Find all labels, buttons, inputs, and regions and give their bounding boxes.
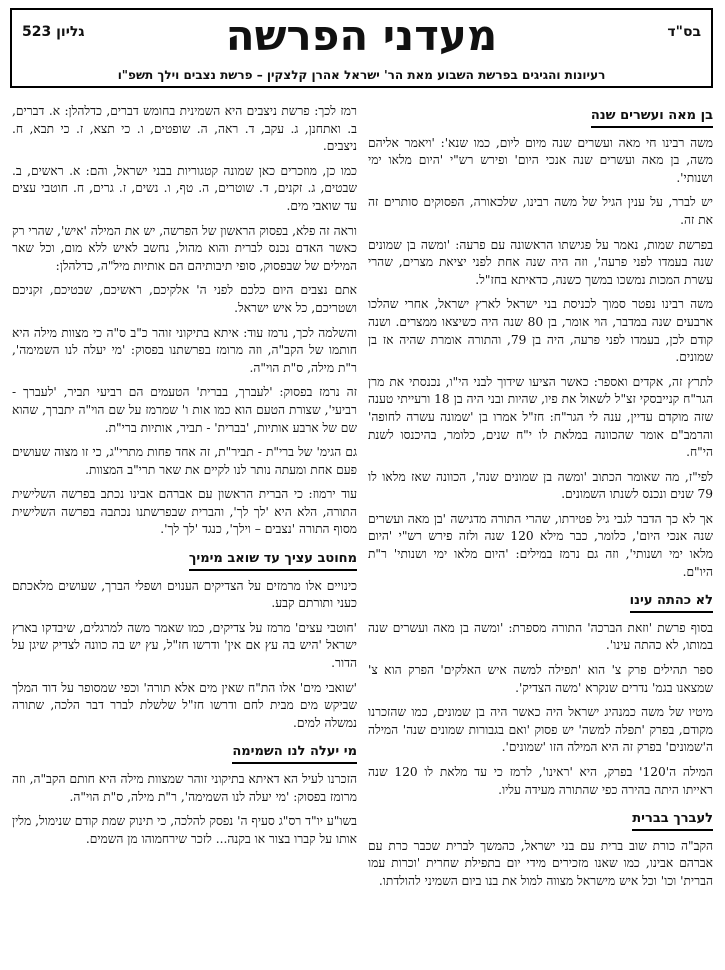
article-paragraph: כמו כן, מוזכרים כאן שמונה קטגוריות בבני ישראל, והם: א. ראשים, ב. שבטים, ג. זקנים, ד. שוטרים, ה. טף, ו. נשים, ז. גרים, ח. חוטבי עצים עד שואבי מים. [12,163,357,213]
article-paragraph: גם הגימ' של ברי"ת - תביר"ת, זה אחד פחות מתרי"ג, כי זו מצוה שעושים פעם אחת ומעתה נותר לנו לקיים את שאר תרי"ב המצוות. [12,445,357,477]
section-heading-wrap [368,103,713,135]
article-paragraph: 'שואבי מים' אלו הת"ח שאין מים אלא תורה' וכפי שמסופר על דוד המלך שביקש מים מבית לחם ודרשו חז"ל שלשלת לברר דבר הלכה, שתורה נמשלה למים. [12,680,357,730]
publication-title: מעדני הפרשה [225,11,498,60]
section-heading: לא כהתה עינו [630,592,713,613]
section-heading-wrap [12,739,357,771]
section-heading-wrap [12,546,357,578]
article-paragraph: הזכרנו לעיל הא דאיתא בתיקוני זוהר שמצוות מילה היא חותם הקב"ה, וזה מרומז בפסוק: 'מי יעלה לנו השמימה', ר"ת מילה, ס"ת הוי"ה. [12,772,357,804]
section-heading: בן מאה ועשרים שנה [591,107,713,128]
left-column [12,103,357,963]
article-paragraph: כינויים אלו מרמזים על הצדיקים הענוים ושפלי הברך, שעושים מלאכתם כעני ותורתם קבע. [12,578,357,611]
section-heading-wrap [368,806,713,838]
article-paragraph: וראה זה פלא, בפסוק הראשון של הפרשה, יש את המילה 'איש', שהרי רק כאשר האדם נכנס לברית והוא מהול, נחשב לאיש ללא מום, וכל שאר המילים של שבפסוק, סופי תיבותיהם הם אותיות מיל"ה, כדלהלן: [12,223,357,273]
article-paragraph: המילה ה'120' בפרק, היא 'ראינו', לרמז כי עד מלאת לו 120 שנה ראייתו היתה בהירה כפי שהתורה מעידה עליו. [368,765,713,797]
article-paragraph: לפי"ז, מה שאומר הכתוב 'ומשה בן שמונים שנה', הכוונה שאז מלאו לו 79 שנים ונכנס לשנתו השמונים. [368,469,713,502]
article-paragraph: עוד ירמוז: כי הברית הראשון עם אברהם אבינו נכתב בפרשה השלישית התורה, הלא היא 'לך לך', והברית שבפרשתנו נכתבה בפרשה השלישית מסוף התורה 'נצבים – וילך', כנגד 'לך לך'. [12,487,357,537]
section-heading: מחוטב עציך עד שואב מימיך [189,550,357,571]
article-paragraph: משה רבינו נפטר סמוך לכניסת בני ישראל לארץ ישראל, אחרי שהלכו ארבעים שנה במדבר, הוי אומר, בן 80 שנה היה כשיצאו ממצרים. ושנה קודם לכן, בעמדו לפני פרעה, היה בן 79, והתורה אומרת שהיה אז בן שמונים. [368,297,713,365]
issue-number: גליון 523 [22,24,85,40]
masthead [10,8,713,88]
article-paragraph: מיטיו של משה כמנהיג ישראל היה כאשר היה בן שמונים, כמו שהזכרנו מקודם, בפרק 'תפלה למשה' יש פסוק 'ואם בגבורות שמונים שנה' המילה ה'שמונים' בפרק זה היא המילה הזו 'שמונים'. [368,705,713,755]
section-heading: מי יעלה לנו השמימה [232,743,357,764]
article-paragraph: יש לברר, על ענין הגיל של משה רבינו, שלכאורה, הפסוקים סותרים זה את זה. [368,195,713,227]
article-paragraph: משה רבינו חי מאה ועשרים שנה מיום ליום, כמו שנא': 'ויאמר אליהם משה, בן מאה ועשרים שנה אנכי היום' ופירש רש"י 'היום מלאו ימי ושנותי'. [368,135,713,185]
article-paragraph: הקב"ה כורת שוב ברית עם בני ישראל, כהמשך לברית שכבר כרת עם אברהם אבינו, כמו שאנו מזכירים מידי יום בתפילת שחרית 'וכרות עמו הברית' וכו' וכל איש מישראל מצווה למול את בנו ביום השמיני להולדתו. [368,838,713,888]
article-paragraph: והשלמה לכך, נרמז עוד: איתא בתיקוני זוהר כ"ב ס"ה כי מצוות מילה היא חותמו של הקב"ה, וזה מרומז בפרשתנו בפסוק: 'מי יעלה לנו השמימה', ר"ת מילה, ס"ת הוי"ה. [12,325,357,375]
bsd-mark: בס"ד [667,24,701,40]
article-paragraph: בשו"ע יו"ד רס"ג סעיף ה' נפסק להלכה, כי תינוק שמת קודם שנימול, מלין אותו על קברו בצור או בקנה... לזכר שירחמוהו מן השמים. [12,814,357,846]
article-paragraph: אך לא כך הדבר לגבי גיל פטירתו, שהרי התורה מדגישה 'בן מאה ועשרים שנה אנכי היום', כלומר, כבר מילא 120 שנה ולזה פירש רש"י 'היום מלאו ימי ושנותי', וזה גם נרמז במילים: 'היום מלאו ימי ושנותי' ר"ת היו"ם. [368,511,713,579]
article-paragraph: לתרץ זה, אקדים ואספר: כאשר הציעו שידוך לבני הי"ו, נכנסתי את מרן הגר"ח קנייבסקי זצ"ל לשאול את פיו, שהיות ובני היה בן 18 ורעייתי טענה שזה מוקדם עדיין, ענה לי הגר"ח: חז"ל אמרו בן 'שמונה עשרה לחופה' והרמב"ם אומר שהכוונה במלאת לו י"ח שנים, כלומר, בהיכנסו לשנת הי"ח. [368,374,713,460]
article-paragraph: בפרשת שמות, נאמר על פגישתו הראשונה עם פרעה: 'ומשה בן שמונים שנה בעמדו לפני פרעה', וזה היה שנה אחת לפני יציאת מצרים, שהרי עשרת המכות נמשכו במשך כשנה, כדאיתא בחז"ל. [368,237,713,287]
publication-subtitle: רעיונות והגיגים בפרשת השבוע מאת הר' ישראל אהרן קלצקין – פרשת נצבים וילך תשפ"ו [117,68,606,82]
article-paragraph: ספר תהילים פרק צ' הוא 'תפילה למשה איש האלקים' הפרק הוא צ' שמצאנו בגמ' נדרים שנקרא 'משה הצדיק'. [368,663,713,695]
article-paragraph: זה נרמז בפסוק: 'לעברך, בברית' הטעמים הם רביעי תביר, 'לעברך - רביעי', שצורת הטעם הוא כמו אות ו' שמרמז על שם הוי"ה יתברך, שהוא שם של ארבע אותיות, 'בברית' - תביר, אותיות ברי"ת. [12,385,357,435]
section-heading-wrap [368,588,713,620]
article-paragraph: אתם נצבים היום כלכם לפני ה' אלקיכם, ראשיכם, שבטיכם, זקניכם ושטריכם, כל איש ישראל. [12,283,357,315]
article-paragraph: 'חוטבי עצים' מרמז על צדיקים, כמו שאמר משה למרגלים, שיבדקו בארץ ישראל 'היש בה עץ אם אין' ודרשו חז"ל, עץ יש בה כוונה לצדיק שיגן על הדור. [12,620,357,671]
article-paragraph: בסוף פרשת 'וזאת הברכה' התורה מספרת: 'ומשה בן מאה ועשרים שנה במותו, לא כהתה עינו'. [368,620,713,653]
section-heading: לעברך בברית [632,810,713,831]
article-paragraph: רמז לכך: פרשת ניצבים היא השמינית בחומש דברים, כדלהלן: א. דברים, ב. ואתחנן, ג. עקב, ד. ראה, ה. שופטים, ו. כי תצא, ז. כי תבא, ח. ניצבים. [12,104,357,154]
right-column [368,103,713,963]
